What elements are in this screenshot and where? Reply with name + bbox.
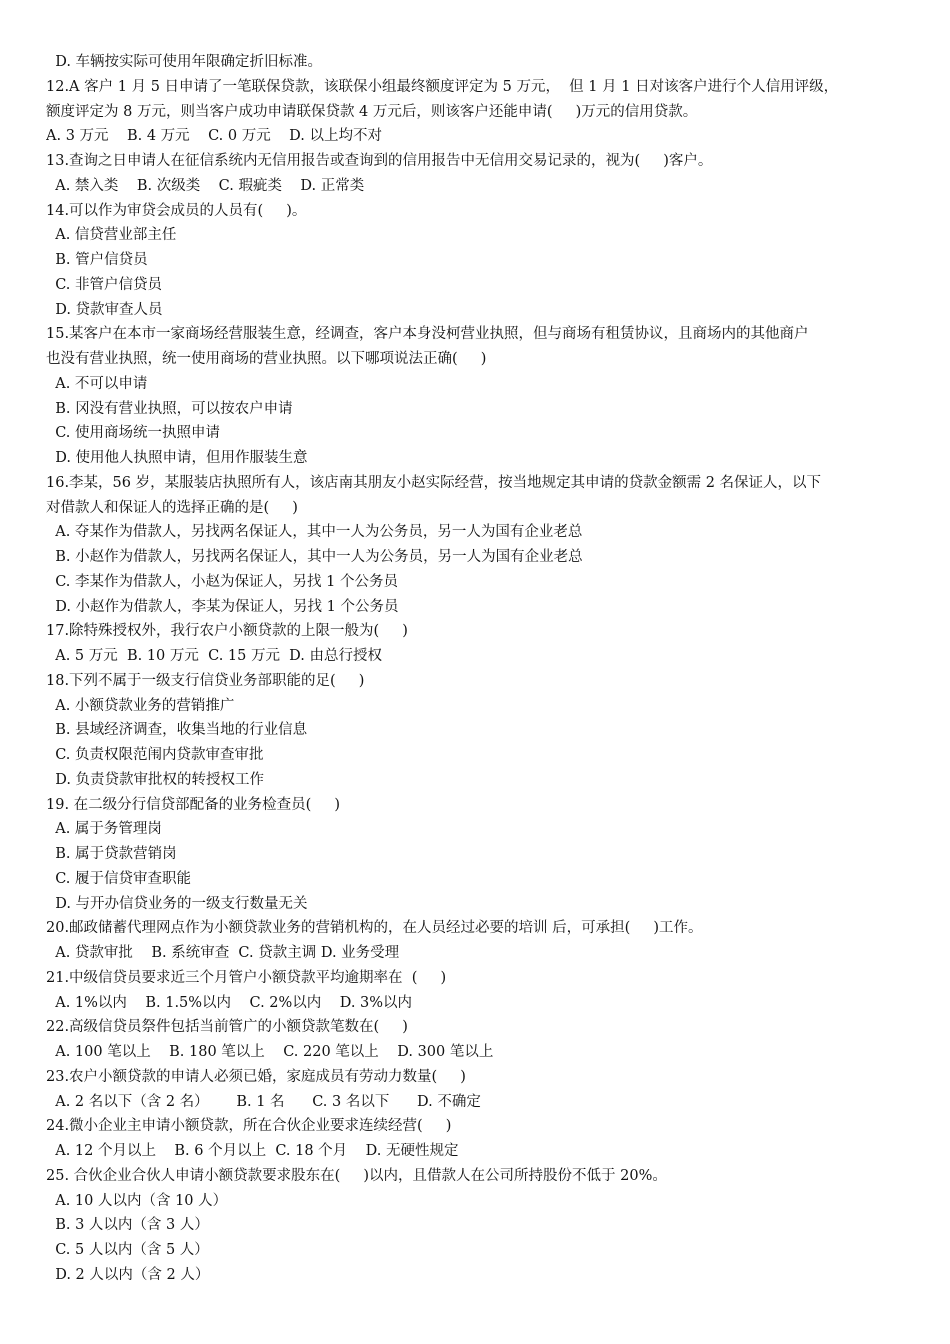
text-line: A. 1%以内 B. 1.5%以内 C. 2%以内 D. 3%以内: [46, 994, 413, 1011]
text-line: A. 信贷营业部主任: [46, 227, 177, 244]
text-line: 12.A 客户 1 月 5 日申请了一笔联保贷款，该联保小组最终额度评定为 5 万元， 但 1 月 1 日对该客户进行个人信用评级，: [46, 78, 839, 95]
text-line: D. 车辆按实际可使用年限确定折旧标准。: [46, 54, 323, 70]
text-line: 20.邮政储蓄代理网点作为小额贷款业务的营销机构的，在人员经过必要的培训 后，可承担( )工作。: [46, 920, 703, 937]
text-line: A. 贷款审批 B. 系统审查 C. 贷款主调 D. 业务受理: [46, 945, 400, 961]
text-line: A. 100 笔以上 B. 180 笔以上 C. 220 笔以上 D. 300 笔以上: [46, 1044, 494, 1060]
text-line: 额度评定为 8 万元，则当客户成功申请联保贷款 4 万元后，则该客户还能申请( )万元的信用贷款。: [46, 103, 698, 120]
text-line: 对借款人和保证人的选择正确的是( ): [46, 499, 298, 516]
text-line: C. 5 人以内（含 5 人）: [46, 1242, 209, 1258]
text-line: A. 2 名以下（含 2 名） B. 1 名 C. 3 名以下 D. 不确定: [46, 1093, 481, 1110]
text-line: A. 禁入类 B. 次级类 C. 瑕疵类 D. 正常类: [46, 177, 365, 194]
text-line: C. 李某作为借款人，小赵为保证人，另找 1 个公务员: [46, 573, 398, 590]
text-line: 15.某客户在本市一家商场经营服装生意，经调查，客户本身没柯营业执照，但与商场有租赁协议，且商场内的其他商户: [46, 326, 809, 343]
text-line: D. 小赵作为借款人，李某为保证人，另找 1 个公务员: [46, 598, 399, 615]
text-line: 17.除特殊授权外，我行农户小额贷款的上限一般为( ): [46, 623, 408, 640]
text-line: D. 与开办信贷业务的一级支行数量无关: [46, 895, 308, 912]
question-list: [46, 50, 920, 1288]
text-line: A. 属于务管理岗: [46, 821, 162, 838]
text-line: D. 贷款审查人员: [46, 301, 163, 318]
text-line: 14.可以作为审贷会成员的人员有( )。: [46, 202, 307, 219]
text-line: 23.农户小额贷款的申请人必须已婚，家庭成员有劳动力数量( ): [46, 1068, 466, 1085]
text-line: A. 10 人以内（含 10 人）: [46, 1192, 228, 1209]
text-line: B. 3 人以内（含 3 人）: [46, 1217, 209, 1234]
text-line: B. 小赵作为借款人，另找两名保证人，其中一人为公务员，另一人为国有企业老总: [46, 549, 583, 565]
text-line: C. 非管户信贷员: [46, 276, 163, 293]
text-line: 19. 在二级分行信贷部配备的业务检查员( ): [46, 796, 341, 813]
text-line: A. 3 万元 B. 4 万元 C. 0 万元 D. 以上均不对: [46, 128, 382, 145]
text-line: C. 负责权限范闱内贷款审查审批: [46, 747, 264, 763]
text-line: C. 履于信贷审查职能: [46, 870, 192, 887]
text-line: B. 县域经济调查，收集当地的行业信息: [46, 722, 308, 739]
text-line: 也没有营业执照，统一使用商场的营业执照。以下哪项说法正确( ): [46, 351, 487, 367]
text-line: B. 属于贷款营销岗: [46, 846, 177, 862]
text-line: 25. 合伙企业合伙人申请小额贷款要求股东在( )以内，且借款人在公司所持股份不低于 20%。: [46, 1167, 667, 1184]
text-line: A. 5 万元 B. 10 万元 C. 15 万元 D. 由总行授权: [46, 648, 383, 664]
text-line: D. 2 人以内（含 2 人）: [46, 1266, 210, 1283]
text-line: 18.下列不属于一级支行信贷业务部职能的足( ): [46, 672, 365, 689]
text-line: 13.查询之日申请人在征信系统内无信用报告或查询到的信用报告中无信用交易记录的，视为( )客户。: [46, 153, 713, 169]
text-line: D. 负责贷款审批权的转授权工作: [46, 771, 265, 788]
text-line: A. 12 个月以上 B. 6 个月以上 C. 18 个月 D. 无硬性规定: [46, 1143, 459, 1159]
text-line: A. 不可以申请: [46, 375, 148, 392]
text-line: C. 使用商场统一执照申请: [46, 425, 221, 442]
text-line: A. 夺某作为借款人，另找两名保证人，其中一人为公务员，另一人为国有企业老总: [46, 524, 583, 541]
text-line: B. 冈没有营业执照，可以按农户申请: [46, 400, 293, 417]
text-line: A. 小额贷款业务的营销推广: [46, 697, 235, 714]
text-line: B. 管户信贷员: [46, 252, 148, 268]
text-line: 16.李某，56 岁，某服装店执照所有人，该店南其朋友小赵实际经营，按当地规定其申请的贷款金额需 2 名保证人，以下: [46, 474, 822, 491]
text-line: 21.中级信贷员要求近三个月管户小额贷款平均逾期率在 ( ): [46, 969, 447, 986]
text-line: D. 使用他人执照申请，但用作服装生意: [46, 450, 308, 466]
text-line: 24.微小企业主申请小额贷款，所在合伙企业要求连续经营( ): [46, 1118, 452, 1135]
text-line: 22.高级信贷员祭件包括当前管广的小额贷款笔数在( ): [46, 1019, 408, 1036]
